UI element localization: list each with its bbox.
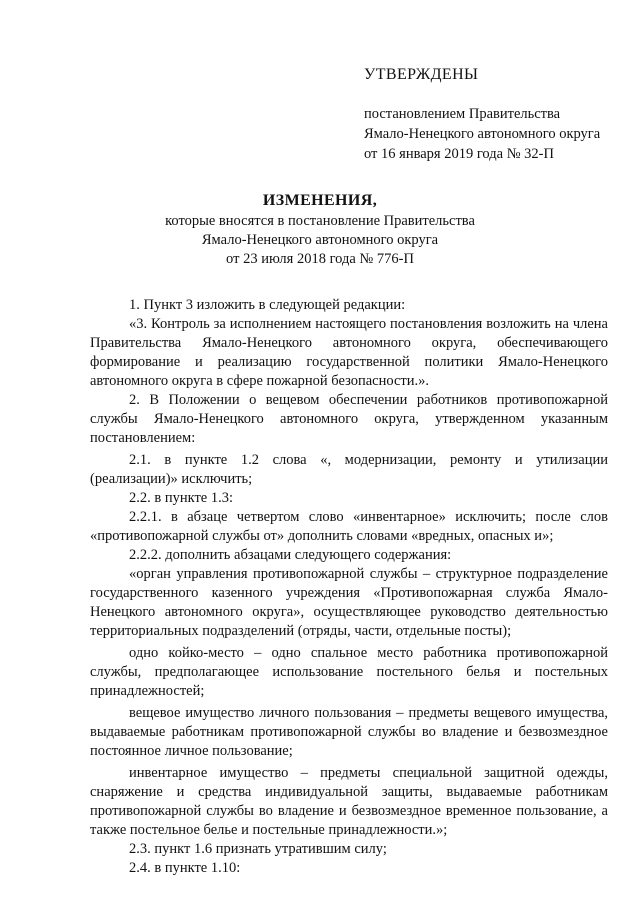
document-title: ИЗМЕНЕНИЯ,: [262, 192, 378, 209]
approval-line: от 16 января 2019 года № 32-П: [364, 146, 554, 162]
title-subline: которые вносятся в постановление Правительства: [165, 213, 475, 229]
paragraph: вещевое имущество личного пользования – предметы вещевого имущества, выдаваемые работникам противопожарной службы во владение и безвозмездное постоянное личное пользование;: [90, 705, 608, 759]
paragraph: инвентарное имущество – предметы специальной защитной одежды, снаряжение и средства индивидуальной защиты, выдаваемые работникам противопожарной службы во владение и безвозмездное временное пользование, а также постельное белье и постельные принадлежности.»;: [90, 765, 608, 838]
paragraph: 2. В Положении о вещевом обеспечении работников противопожарной службы Ямало-Ненецкого автономного округа, утвержденном указанным постановлением:: [90, 392, 608, 446]
approval-line: постановлением Правительства: [364, 106, 561, 122]
approval-heading: УТВЕРЖДЕНЫ: [364, 66, 479, 83]
paragraph: 1. Пункт 3 изложить в следующей редакции:: [129, 297, 406, 313]
paragraph: «3. Контроль за исполнением настоящего постановления возложить на члена Правительства Ямало-Ненецкого автономного округа, обеспечивающего формирование и реализацию государственной политики Ямало-Ненецкого автономного округа в сфере пожарной безопасности.».: [90, 316, 608, 389]
paragraph: 2.1. в пункте 1.2 слова «, модернизации, ремонту и утилизации (реализации)» исключить;: [90, 452, 608, 487]
title-subline: от 23 июля 2018 года № 776-П: [226, 251, 414, 267]
paragraph: 2.4. в пункте 1.10:: [129, 860, 241, 876]
document-title-block: [0, 190, 640, 269]
approval-block: [364, 66, 614, 164]
paragraph: «орган управления противопожарной службы – структурное подразделение государственного казенного учреждения «Противопожарная служба Ямало-Ненецкого автономного округа», осуществляющее руководство деятельностью территориальных подразделений (отряды, части, отдельные посты);: [90, 566, 608, 639]
paragraph: 2.2.2. дополнить абзацами следующего содержания:: [129, 547, 452, 563]
paragraph: 2.3. пункт 1.6 признать утратившим силу;: [129, 841, 387, 857]
document-body: [90, 296, 608, 878]
paragraph: 2.2.1. в абзаце четвертом слово «инвентарное» исключить; после слов «противопожарной службы от» дополнить словами «вредных, опасных и»;: [90, 509, 608, 544]
approval-line: Ямало-Ненецкого автономного округа: [364, 126, 601, 142]
paragraph: одно койко-место – одно спальное место работника противопожарной службы, предполагающее использование постельного белья и постельных принадлежностей;: [90, 645, 608, 699]
paragraph: 2.2. в пункте 1.3:: [129, 490, 234, 506]
title-subline: Ямало-Ненецкого автономного округа: [201, 232, 439, 248]
